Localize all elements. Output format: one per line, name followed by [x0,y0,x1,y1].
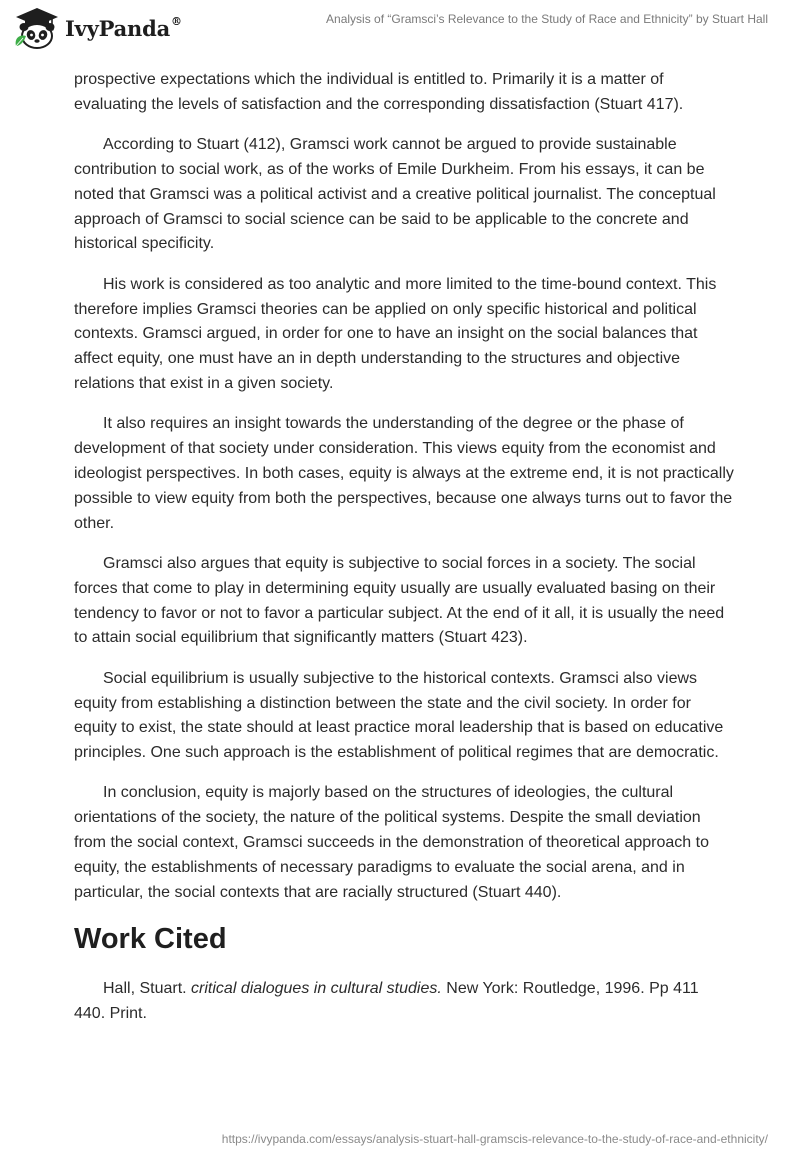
essay-content [74,68,734,1042]
page-header [0,0,800,60]
paragraph: It also requires an insight towards the understanding of the degree or the phase of development of that society under consideration. This views equity from the economist and ideologist perspectives. In both cases, equity is always at the extreme end, it is not practically possible to view equity from both the perspectives, because one always turns out to favor the other. [74,415,734,532]
paragraph: In conclusion, equity is majorly based on the structures of ideologies, the cultural orientations of the society, the nature of the political systems. Despite the small deviation from the social context, Gramsci succeeds in the demonstration of theoretical approach to equity, the establishments of necessary paradigms to evaluate the social arena, and in particular, the social contexts that are racially structured (Stuart 440). [74,784,709,901]
paragraph: Social equilibrium is usually subjective to the historical contexts. Gramsci also views equity from establishing a distinction between the state and the civil society. In order for equity to exist, the state should at least practice moral leadership that is based on educative principles. One such approach is the establishment of political regimes that are democratic. [74,669,724,762]
works-cited-heading: Work Cited [74,923,227,956]
ivypanda-logo-icon [12,6,62,50]
paragraph: Gramsci also argues that equity is subjective to social forces in a society. The social forces that come to play in determining equity usually are usually evaluated basing on their tendency to favor or not to favor a particular subject. At the end of it all, it is usually the need to attain social equilibrium that significantly matters (Stuart 423). [74,554,725,647]
document-title: Analysis of “Gramsci’s Relevance to the Study of Race and Ethnicity” by Stuart Hall [326,12,768,26]
paragraph: His work is considered as too analytic and more limited to the time-bound context. This therefore implies Gramsci theories can be applied on only specific historical and political contexts. Gramsci argued, in order for one to have an insight on the social balances that affect equity, one must have an in depth understanding to the structures and objective relations that exist in a given society. [74,275,717,392]
logo-wordmark: IvyPanda® [65,14,182,41]
citation-title: critical dialogues in cultural studies. [191,980,442,998]
citation-details: New York: Routledge, 1996. Pp 411 440. Print. [74,980,699,1022]
paragraph: According to Stuart (412), Gramsci work cannot be argued to provide sustainable contribution to social work, as of the works of Emile Durkheim. From his essays, it can be noted that Gramsci was a political activist and a creative political journalist. The conceptual approach of Gramsci to social science can be said to be applicable to the concrete and historical specificity. [74,136,716,253]
citation-entry [74,977,734,1027]
source-url[interactable]: https://ivypanda.com/essays/analysis-stuart-hall-gramscis-relevance-to-the-study-of-race-and-ethnicity/ [221,1132,768,1146]
paragraph-continued: prospective expectations which the individual is entitled to. Primarily it is a matter of evaluating the levels of satisfaction and the corresponding dissatisfaction (Stuart 417). [74,71,684,113]
citation-author: Hall, Stuart. [103,980,192,998]
site-logo[interactable] [12,6,182,50]
